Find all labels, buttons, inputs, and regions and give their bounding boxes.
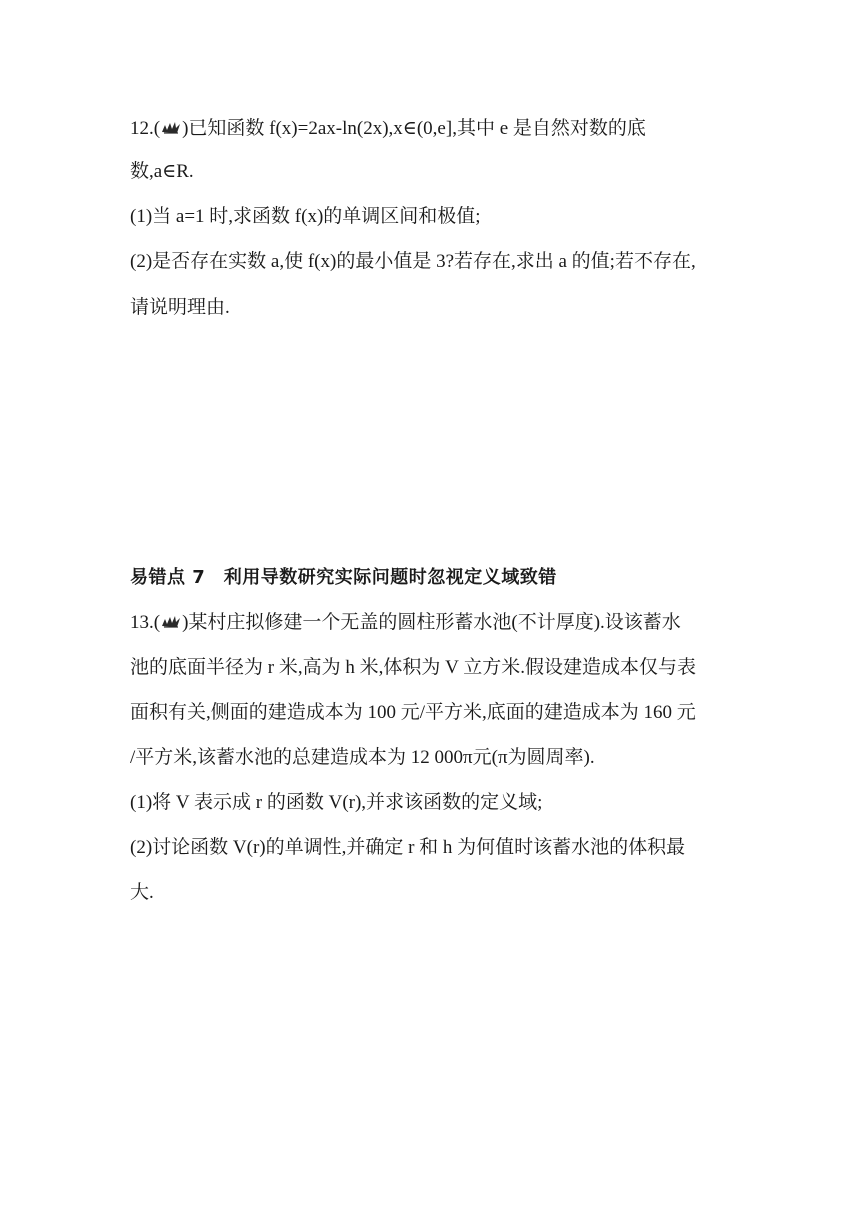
problem-12-text-line1: )已知函数 f(x)=2ax-ln(2x),x∈(0,e],其中 e 是自然对数的底 <box>182 118 646 139</box>
section-heading: 易错点 7 利用导数研究实际问题时忽视定义域致错 <box>130 567 557 588</box>
problem-13-text-line3: 面积有关,侧面的建造成本为 100 元/平方米,底面的建造成本为 160 元 <box>130 702 696 723</box>
problem-13-text-line2: 池的底面半径为 r 米,高为 h 米,体积为 V 立方米.假设建造成本仅与表 <box>130 657 696 678</box>
problem-12-statement <box>130 117 646 141</box>
problem-12-number: 12.( <box>130 118 161 139</box>
problem-12-text-line2: 数,a∈R. <box>130 161 194 182</box>
problem-13-part2-line1: (2)讨论函数 V(r)的单调性,并确定 r 和 h 为何值时该蓄水池的体积最 <box>130 837 686 858</box>
problem-13-text-line4: /平方米,该蓄水池的总建造成本为 12 000π元(π为圆周率). <box>130 747 595 768</box>
problem-12-part1: (1)当 a=1 时,求函数 f(x)的单调区间和极值; <box>130 206 481 227</box>
problem-12-part2-line2: 请说明理由. <box>130 297 230 318</box>
problem-13-part1: (1)将 V 表示成 r 的函数 V(r),并求该函数的定义域; <box>130 792 543 813</box>
star-rating-icon <box>161 120 181 136</box>
problem-13-part2-line2: 大. <box>130 882 154 903</box>
problem-13-number: 13.( <box>130 612 161 633</box>
star-rating-icon <box>161 614 181 630</box>
problem-13-text-line1: )某村庄拟修建一个无盖的圆柱形蓄水池(不计厚度).设该蓄水 <box>182 612 681 633</box>
problem-13-statement <box>130 611 681 635</box>
problem-12-part2-line1: (2)是否存在实数 a,使 f(x)的最小值是 3?若存在,求出 a 的值;若不存在, <box>130 251 696 272</box>
